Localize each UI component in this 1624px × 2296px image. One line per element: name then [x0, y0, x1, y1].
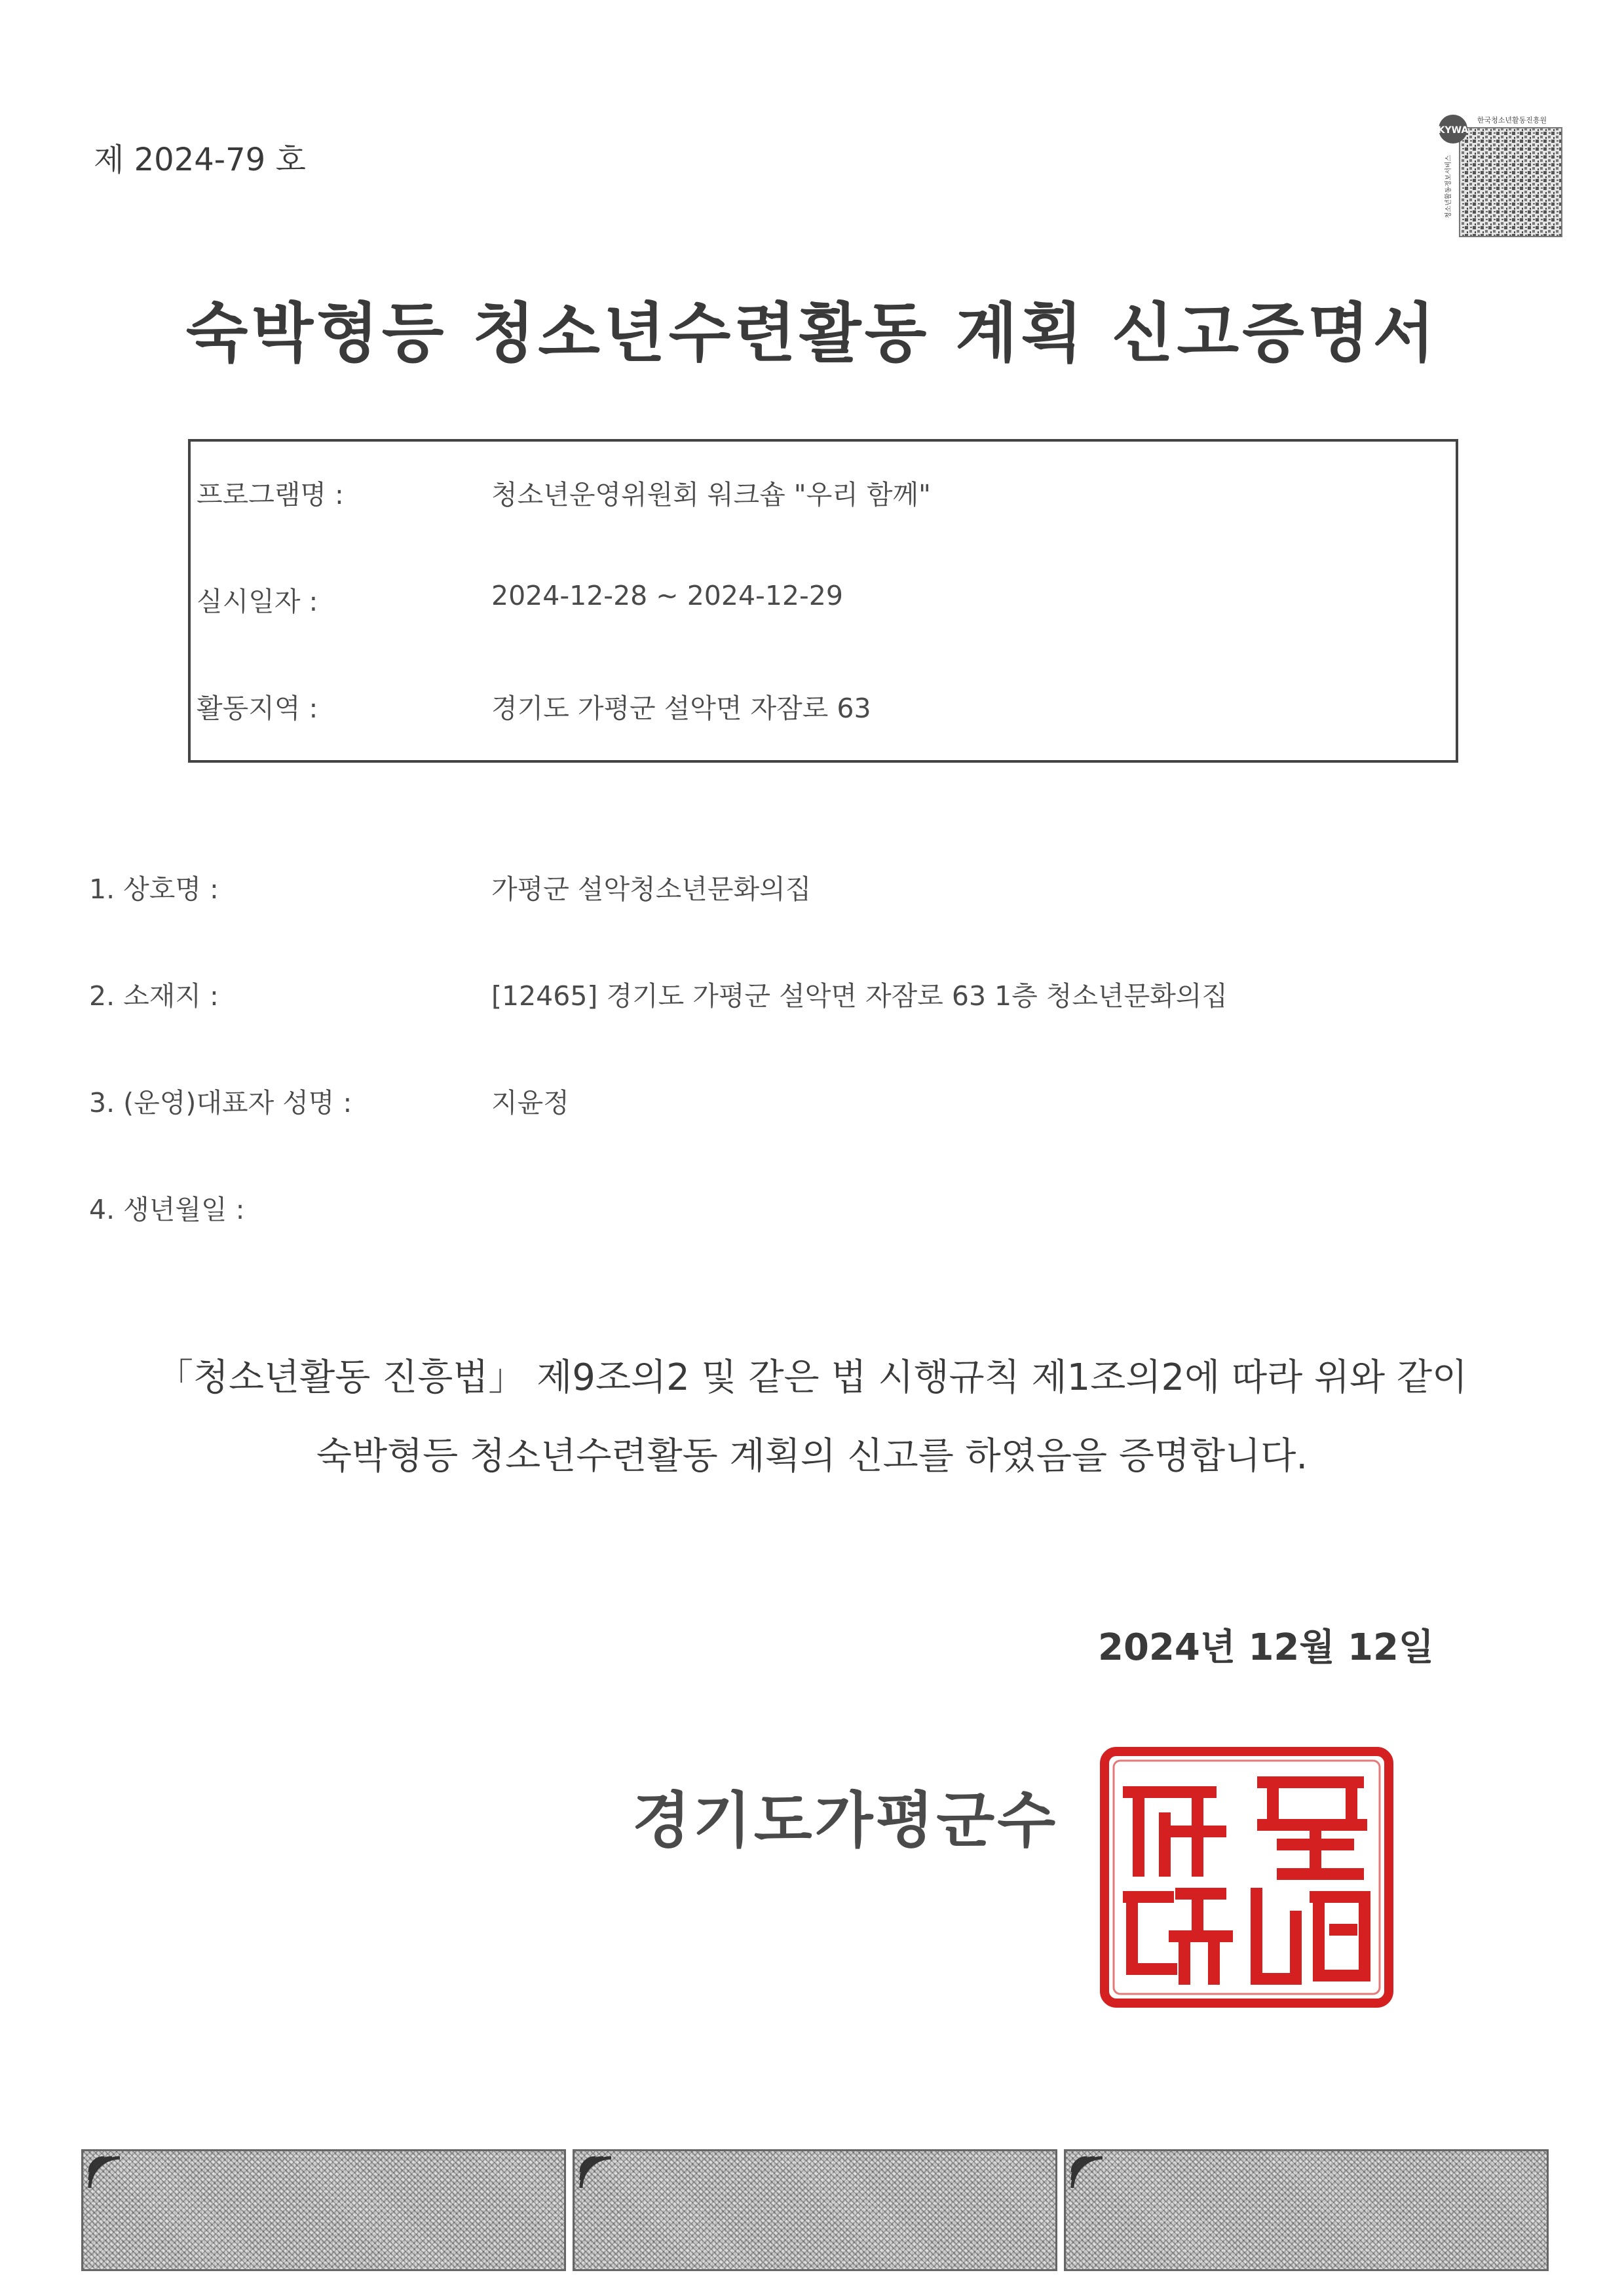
- official-seal: [1099, 1746, 1394, 2008]
- seal-stamp-icon: [1099, 1746, 1394, 2008]
- program-date-label: 실시일자 :: [197, 586, 318, 617]
- issuer-name: 경기도가평군수: [632, 1786, 1059, 1856]
- scan-arc-icon: [86, 2154, 125, 2193]
- document-number: 제 2024-79 호: [94, 142, 306, 178]
- qr-pattern-icon: [1433, 108, 1564, 239]
- scan-arc-icon: [577, 2154, 616, 2193]
- program-name-label: 프로그램명 :: [197, 479, 344, 510]
- representative-value: 지윤정: [491, 1087, 569, 1119]
- issue-date: 2024년 12월 12일: [1098, 1626, 1434, 1669]
- security-code-strip-1: [81, 2149, 566, 2271]
- document-title: 숙박형등 청소년수련활동 계획 신고증명서: [185, 296, 1439, 371]
- verification-code-logo: [1433, 108, 1564, 239]
- security-code-strip-2: [573, 2149, 1057, 2271]
- program-date-value: 2024-12-28 ~ 2024-12-29: [491, 580, 843, 611]
- program-area-label: 활동지역 :: [197, 693, 318, 724]
- statement-line-2: 숙박형등 청소년수련활동 계획의 신고를 하였음을 증명합니다.: [316, 1435, 1308, 1478]
- business-name-value: 가평군 설악청소년문화의집: [491, 873, 812, 905]
- birthdate-label: 4. 생년월일 :: [89, 1194, 245, 1225]
- svg-text:KYWA: KYWA: [1437, 125, 1469, 136]
- security-code-strip-3: [1064, 2149, 1549, 2271]
- svg-text:한국청소년활동진흥원: 한국청소년활동진흥원: [1477, 116, 1547, 124]
- scan-arc-icon: [1068, 2154, 1108, 2193]
- address-value: [12465] 경기도 가평군 설악면 자잠로 63 1층 청소년문화의집: [491, 980, 1228, 1012]
- representative-label: 3. (운영)대표자 성명 :: [89, 1087, 352, 1119]
- business-name-label: 1. 상호명 :: [89, 873, 219, 905]
- program-area-value: 경기도 가평군 설악면 자잠로 63: [491, 693, 871, 724]
- address-label: 2. 소재지 :: [89, 980, 219, 1012]
- program-name-value: 청소년운영위원회 워크숍 "우리 함께": [491, 479, 931, 510]
- statement-line-1: 「청소년활동 진흥법」 제9조의2 및 같은 법 시행규칙 제1조의2에 따라 위와 같이: [156, 1356, 1468, 1399]
- svg-text:청소년활동정보서비스: 청소년활동정보서비스: [1445, 155, 1452, 219]
